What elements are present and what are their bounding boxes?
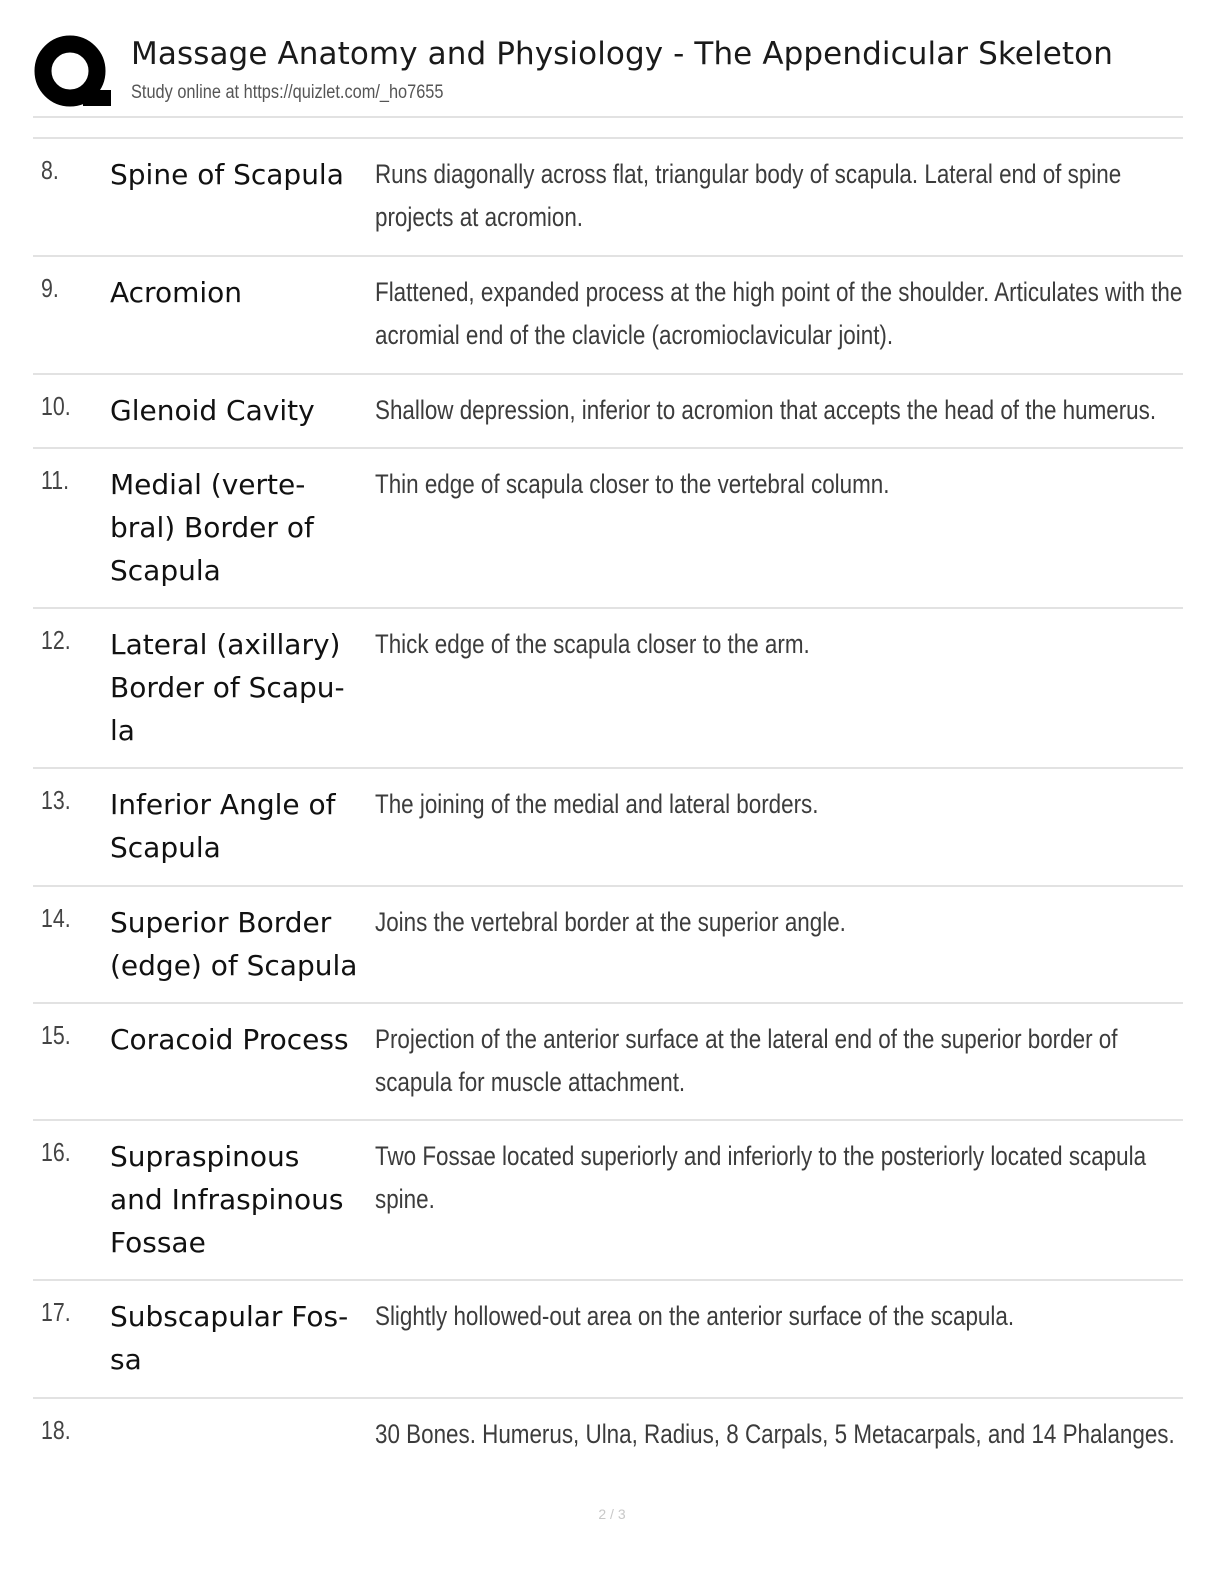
- card-definition: [375, 1295, 1147, 1338]
- card-term: [110, 1135, 372, 1264]
- card-term: [110, 783, 372, 869]
- term-line: Acromion: [110, 276, 243, 309]
- term-line: Border of Scapu-: [110, 671, 345, 704]
- card-term: [110, 463, 372, 592]
- term-line: Scapula: [110, 554, 221, 587]
- definition-line: Runs diagonally across flat, triangular body of scapula. Lateral end of spine: [375, 159, 1122, 189]
- flashcard-row: [33, 449, 1183, 607]
- definition-line: Thick edge of the scapula closer to the arm.: [375, 629, 810, 659]
- flashcard-row: [33, 375, 1183, 447]
- card-definition: [375, 153, 1147, 239]
- definition-line: spine.: [375, 1184, 435, 1214]
- flashcard-row: [33, 609, 1183, 767]
- definition-line: projects at acromion.: [375, 202, 584, 232]
- flashcard-row: [33, 257, 1183, 373]
- term-line: bral) Border of: [110, 511, 314, 544]
- flashcard-row: [33, 887, 1183, 1002]
- card-number: 9.: [41, 273, 59, 303]
- page-indicator: 2 / 3: [598, 1506, 626, 1522]
- term-line: la: [110, 714, 135, 747]
- card-number: 10.: [41, 391, 71, 421]
- flashcard-row: [33, 1004, 1183, 1119]
- term-line: and Infraspinous: [110, 1183, 344, 1216]
- quizlet-logo-icon: [33, 34, 111, 112]
- term-line: Scapula: [110, 831, 221, 864]
- term-line: Subscapular Fos-: [110, 1300, 349, 1333]
- card-number: 16.: [41, 1137, 71, 1167]
- term-line: Glenoid Cavity: [110, 394, 315, 427]
- card-definition: [375, 783, 1147, 826]
- term-line: Inferior Angle of: [110, 788, 336, 821]
- term-line: Fossae: [110, 1226, 206, 1259]
- definition-line: Two Fossae located superiorly and inferiorly to the posteriorly located scapula: [375, 1141, 1147, 1171]
- card-term: [110, 153, 372, 196]
- definition-line: acromial end of the clavicle (acromioclavicular joint).: [375, 320, 894, 350]
- flashcard-row: [33, 139, 1183, 255]
- card-number: 8.: [41, 155, 59, 185]
- page-title: Massage Anatomy and Physiology - The Appendicular Skeleton: [131, 36, 1113, 72]
- flashcard-row: [33, 1281, 1183, 1397]
- card-term: [110, 623, 372, 752]
- definition-line: Projection of the anterior surface at the lateral end of the superior border of: [375, 1024, 1118, 1054]
- header-divider: [33, 116, 1183, 118]
- card-number: 18.: [41, 1415, 71, 1445]
- card-definition: [375, 1018, 1147, 1104]
- definition-line: 30 Bones. Humerus, Ulna, Radius, 8 Carpals, 5 Metacarpals, and 14 Phalanges.: [375, 1419, 1175, 1449]
- definition-line: scapula for muscle attachment.: [375, 1067, 686, 1097]
- card-number: 13.: [41, 785, 71, 815]
- card-definition: [375, 1135, 1147, 1221]
- term-line: Superior Border: [110, 906, 332, 939]
- term-line: Medial (verte-: [110, 468, 306, 501]
- card-term: [110, 389, 372, 432]
- flashcard-row: [33, 1399, 1183, 1471]
- definition-line: Joins the vertebral border at the superior angle.: [375, 907, 846, 937]
- definition-line: Flattened, expanded process at the high point of the shoulder. Articulates with the: [375, 277, 1183, 307]
- card-number: 14.: [41, 903, 71, 933]
- card-term: [110, 1018, 372, 1061]
- term-line: Spine of Scapula: [110, 158, 344, 191]
- card-definition: [375, 901, 1147, 944]
- card-number: 12.: [41, 625, 71, 655]
- definition-line: Shallow depression, inferior to acromion that accepts the head of the humerus.: [375, 395, 1157, 425]
- card-definition: [375, 389, 1157, 432]
- card-definition: [375, 463, 1147, 506]
- card-term: [110, 271, 372, 314]
- card-term: [110, 901, 372, 987]
- definition-line: The joining of the medial and lateral borders.: [375, 789, 819, 819]
- study-online-link[interactable]: Study online at https://quizlet.com/_ho7655: [131, 82, 444, 103]
- flashcard-row: [33, 769, 1183, 885]
- definition-line: Slightly hollowed-out area on the anterior surface of the scapula.: [375, 1301, 1015, 1331]
- flashcard-row: [33, 1121, 1183, 1279]
- definition-line: Thin edge of scapula closer to the vertebral column.: [375, 469, 890, 499]
- card-number: 17.: [41, 1297, 71, 1327]
- term-line: Coracoid Process: [110, 1023, 349, 1056]
- page-header: [33, 30, 1183, 114]
- card-term: [110, 1295, 372, 1381]
- card-number: 11.: [41, 465, 70, 495]
- term-line: Lateral (axillary): [110, 628, 341, 661]
- term-line: (edge) of Scapula: [110, 949, 358, 982]
- term-line: sa: [110, 1343, 142, 1376]
- card-definition: [375, 271, 1183, 357]
- term-line: Supraspinous: [110, 1140, 300, 1173]
- card-definition: [375, 623, 1147, 666]
- card-number: 15.: [41, 1020, 71, 1050]
- card-definition: [375, 1413, 1175, 1456]
